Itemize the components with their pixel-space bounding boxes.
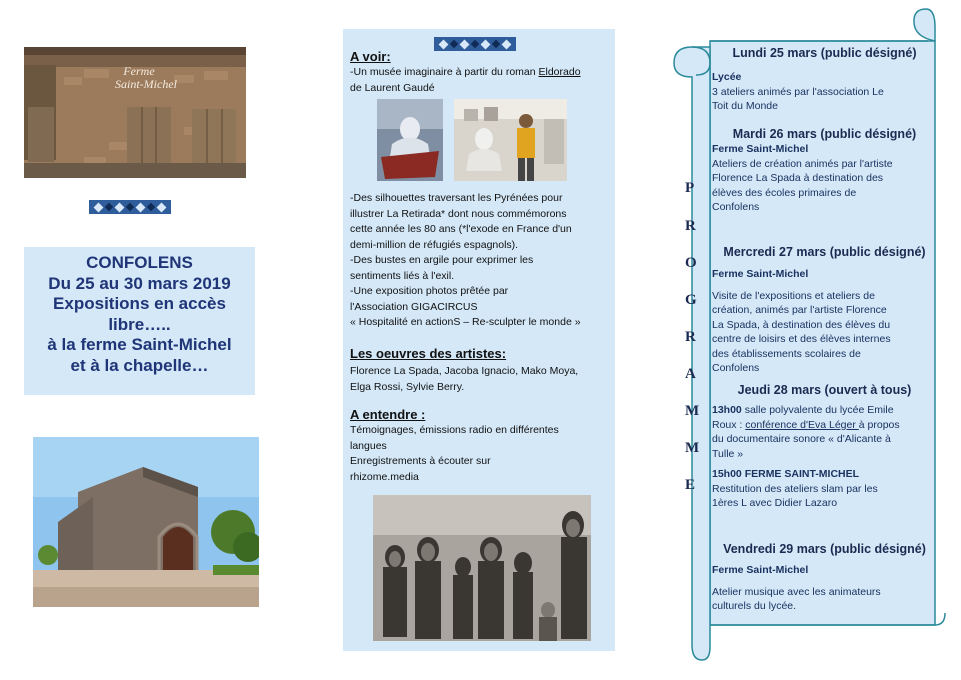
- day-text: 3 ateliers animés par l'association Le: [712, 85, 884, 98]
- detail-line: cette année les 80 ans (*l'exode en France d'un: [350, 223, 572, 235]
- day-place: Ferme Saint-Michel: [712, 143, 809, 155]
- title-line: à la ferme Saint-Michel: [47, 335, 232, 354]
- exhibition-room-photo: [454, 99, 567, 181]
- programme-letter: A: [685, 366, 696, 382]
- detail-line: demi-million de réfugiés espagnols).: [350, 238, 519, 251]
- day-heading: Mercredi 27 mars (public désigné): [723, 245, 926, 259]
- conference-link[interactable]: conférence d'Eva Léger: [745, 418, 859, 431]
- farm-photo: [24, 47, 246, 178]
- day-text: Atelier musique avec les animateurs: [712, 585, 881, 598]
- exhibition-info-panel: [343, 29, 615, 651]
- day-text: des établissements scolaires de: [712, 347, 861, 360]
- programme-day-monday: [712, 46, 937, 114]
- entendre-line: Témoignages, émissions radio en différentes: [350, 424, 559, 436]
- title-line: et à la chapelle…: [70, 355, 209, 375]
- day-heading: Lundi 25 mars (public désigné): [732, 46, 917, 60]
- programme-letter: R: [685, 218, 696, 234]
- event-line: Roux : conférence d'Eva Léger à propos: [712, 418, 900, 431]
- event-line: du documentaire sonore « d'Alicante à: [712, 433, 891, 445]
- detail-line: l'Association GIGACIRCUS: [350, 300, 478, 313]
- artists-line: Florence La Spada, Jacoba Ignacio, Mako Moya,: [350, 365, 579, 377]
- title-line: Du 25 au 30 mars 2019: [48, 273, 231, 293]
- programme-letter: M: [685, 403, 700, 419]
- entendre-section: [350, 407, 610, 485]
- day-text: création, animés par l'artiste Florence: [712, 304, 887, 316]
- title-line: Expositions en accès: [53, 294, 226, 313]
- event-title-box: [24, 247, 255, 395]
- detail-line: illustrer La Retirada* dont nous commémorons: [350, 207, 567, 220]
- title-line: libre…..: [108, 314, 171, 334]
- decorative-divider-left: [89, 200, 171, 214]
- programme-letter: O: [685, 255, 697, 271]
- event-line: Restitution des ateliers slam par les: [712, 482, 878, 495]
- programme-day-thursday: [712, 383, 937, 511]
- voir-details: [350, 191, 610, 331]
- entendre-line: Enregistrements à écouter sur: [350, 455, 491, 467]
- detail-line: -Des silhouettes traversant les Pyrénées pour: [350, 192, 563, 204]
- day-text: Confolens: [712, 362, 760, 374]
- programme-letter: P: [685, 180, 695, 196]
- day-text: Toit du Monde: [712, 100, 778, 112]
- silhouettes-photo: [373, 495, 591, 641]
- detail-line: -Une exposition photos prêtée par: [350, 285, 509, 297]
- programme-day-tuesday: [712, 127, 937, 215]
- entendre-heading: A entendre :: [350, 407, 426, 422]
- detail-line: -Des bustes en argile pour exprimer les: [350, 254, 534, 266]
- entendre-line: rhizome.media: [350, 470, 419, 483]
- day-text: La Spada, à destination des élèves du: [712, 318, 891, 331]
- day-text: Confolens: [712, 201, 760, 213]
- voir-line: -Un musée imaginaire à partir du roman Eldorado: [350, 66, 581, 78]
- day-text: Florence La Spada à destination des: [712, 172, 884, 184]
- event-heading: 15h00 FERME SAINT-MICHEL: [712, 468, 860, 480]
- day-place: Ferme Saint-Michel: [712, 268, 809, 280]
- eldorado-link[interactable]: Eldorado: [538, 66, 581, 78]
- programme-letter: M: [685, 440, 700, 456]
- day-heading: Vendredi 29 mars (public désigné): [723, 542, 926, 556]
- day-place: Ferme Saint-Michel: [712, 564, 809, 576]
- oeuvres-heading: Les oeuvres des artistes:: [350, 346, 507, 361]
- day-text: centre de loisirs et des élèves internes: [712, 333, 891, 345]
- detail-line: sentiments liés à l'exil.: [350, 269, 455, 282]
- day-place: Lycée: [712, 71, 742, 83]
- day-heading: Jeudi 28 mars (ouvert à tous): [737, 383, 912, 397]
- event-line: 13h00 salle polyvalente du lycée Emile: [712, 404, 894, 416]
- programme-letter: G: [685, 292, 697, 308]
- programme-day-wednesday: [712, 245, 937, 376]
- programme-day-friday: [712, 542, 937, 614]
- event-line: Tulle »: [712, 447, 744, 460]
- entendre-line: langues: [350, 439, 387, 452]
- detail-line: « Hospitalité en actionS – Re-sculpter le monde »: [350, 316, 581, 328]
- programme-letter: R: [685, 329, 696, 345]
- voir-heading: A voir:: [350, 49, 391, 64]
- artists-line: Elga Rossi, Sylvie Berry.: [350, 380, 465, 393]
- title-line: CONFOLENS: [86, 253, 193, 272]
- day-text: élèves des écoles primaires de: [712, 186, 857, 199]
- chapel-photo: [33, 437, 259, 607]
- day-text: culturels du lycée.: [712, 600, 797, 612]
- voir-section: [350, 49, 610, 96]
- sculpture-photo: [377, 99, 443, 181]
- event-line: 1ères L avec Didier Lazaro: [712, 497, 838, 509]
- programme-letter: E: [685, 477, 696, 493]
- day-heading: Mardi 26 mars (public désigné): [732, 127, 917, 141]
- voir-line: de Laurent Gaudé: [350, 81, 435, 94]
- day-text: Ateliers de création animés par l'artiste: [712, 157, 893, 170]
- day-text: Visite de l'expositions et ateliers de: [712, 289, 875, 302]
- farm-sign: Ferme Saint-Michel: [115, 64, 177, 91]
- oeuvres-section: [350, 346, 610, 395]
